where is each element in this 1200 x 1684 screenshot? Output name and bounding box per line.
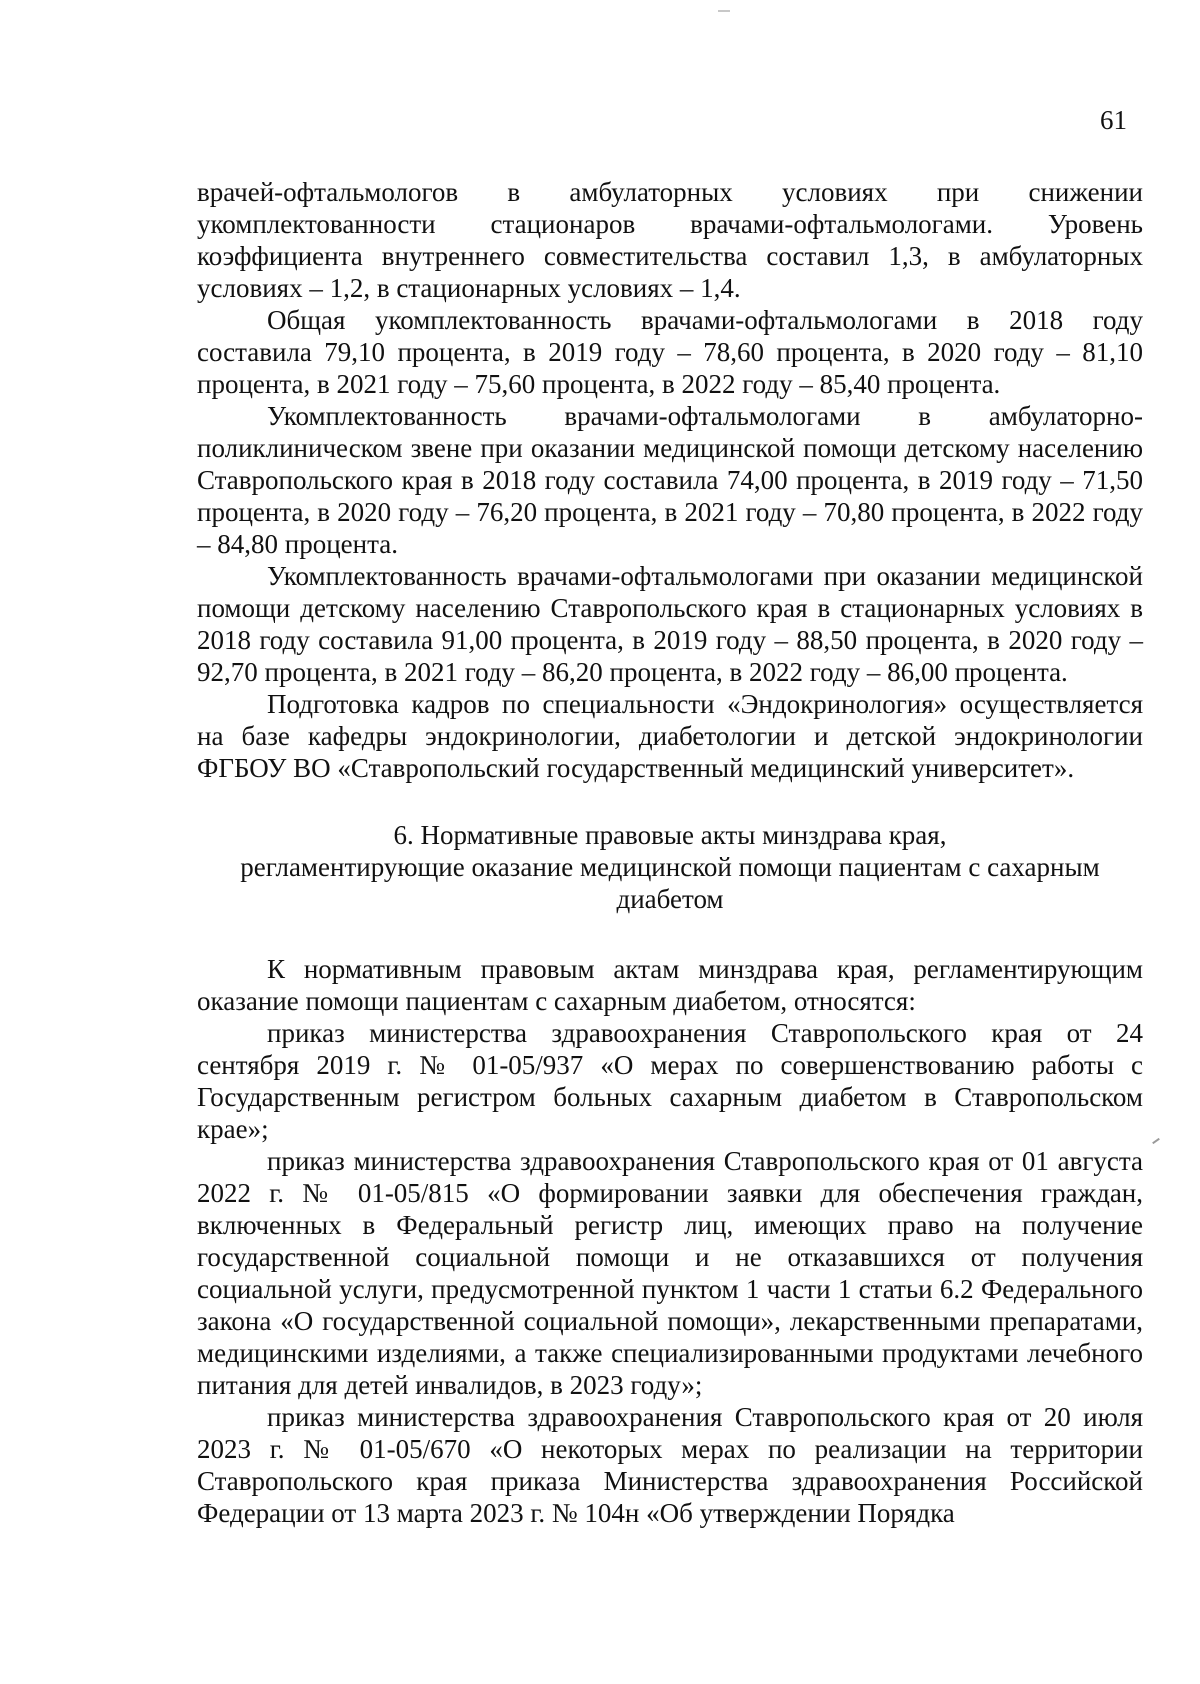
list-item: приказ министерства здравоохранения Ставропольского края от 20 июля 2023 г. № 01-05/670 «О некоторых мерах по реализации на территории Ставропольского края приказа Министерства здравоохранения Российской Федерации от 13 марта 2023 г. № 104н «Об утверждении Порядка [197,1402,1143,1528]
section-heading-line: 6. Нормативные правовые акты минздрава края, [393,820,947,850]
scan-artifact-mark [1152,1138,1160,1144]
page-number: 61 [1100,105,1127,135]
document-body [197,176,1143,1529]
list-item: приказ министерства здравоохранения Ставропольского края от 01 августа 2022 г. № 01-05/815 «О формировании заявки для обеспечения граждан, включенных в Федеральный регистр лиц, имеющих право на получение государственной социальной помощи и не отказавшихся от получения социальной услуги, предусмотренной пунктом 1 части 1 статьи 6.2 Федерального закона «О государственной социальной помощи», лекарственными препаратами, медицинскими изделиями, а также специализированными продуктами лечебного питания для детей инвалидов, в 2023 году»; [197,1146,1143,1400]
paragraph: врачей-офтальмологов в амбулаторных условиях при снижении укомплектованности стационаров врачами-офтальмологами. Уровень коэффициента внутреннего совместительства составил 1,3, в амбулаторных условиях – 1,2, в стационарных условиях – 1,4. [197,177,1143,303]
paragraph: Укомплектованность врачами-офтальмологами в амбулаторно-поликлиническом звене при оказании медицинской помощи детскому населению Ставропольского края в 2018 году составила 74,00 процента, в 2019 году – 71,50 процента, в 2020 году – 76,20 процента, в 2021 году – 70,80 процента, в 2022 году – 84,80 процента. [197,401,1143,559]
section-heading-line: диабетом [616,884,724,914]
section-heading-line: регламентирующие оказание медицинской помощи пациентам с сахарным [240,852,1100,882]
scan-artifact-mark [718,10,730,12]
list-item: приказ министерства здравоохранения Ставропольского края от 24 сентября 2019 г. № 01-05/937 «О мерах по совершенствованию работы с Государственным регистром больных сахарным диабетом в Ставропольском крае»; [197,1018,1143,1144]
paragraph: К нормативным правовым актам минздрава края, регламентирующим оказание помощи пациентам с сахарным диабетом, относятся: [197,954,1143,1016]
section-heading [197,819,1143,915]
paragraph: Общая укомплектованность врачами-офтальмологами в 2018 году составила 79,10 процента, в 2019 году – 78,60 процента, в 2020 году – 81,10 процента, в 2021 году – 75,60 процента, в 2022 году – 85,40 процента. [197,305,1143,399]
paragraph: Подготовка кадров по специальности «Эндокринология» осуществляется на базе кафедры эндокринологии, диабетологии и детской эндокринологии ФГБОУ ВО «Ставропольский государственный медицинский университет». [197,689,1143,783]
paragraph: Укомплектованность врачами-офтальмологами при оказании медицинской помощи детскому населению Ставропольского края в стационарных условиях в 2018 году составила 91,00 процента, в 2019 году – 88,50 процента, в 2020 году – 92,70 процента, в 2021 году – 86,20 процента, в 2022 году – 86,00 процента. [197,561,1143,687]
